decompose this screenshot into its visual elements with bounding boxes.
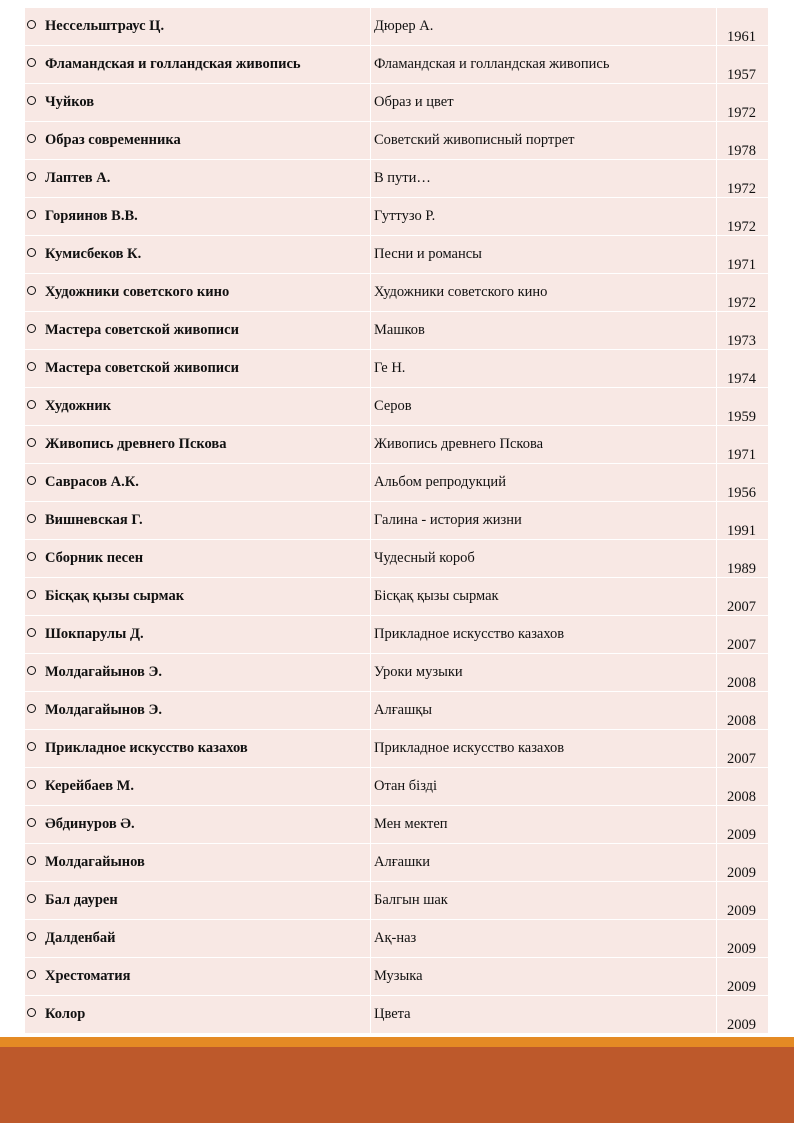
year-cell	[717, 350, 768, 387]
year-cell	[717, 540, 768, 577]
circle-bullet-icon	[27, 362, 36, 371]
year-cell	[717, 502, 768, 539]
circle-bullet-icon	[27, 476, 36, 485]
year-cell	[717, 806, 768, 843]
author-cell	[25, 160, 371, 197]
table-row	[25, 654, 768, 692]
title-text: Художники советского кино	[374, 284, 548, 300]
title-cell	[371, 920, 717, 957]
title-text: Серов	[374, 398, 412, 414]
circle-bullet-icon	[27, 20, 36, 29]
circle-bullet-icon	[27, 134, 36, 143]
title-cell	[371, 274, 717, 311]
title-text: Цвета	[374, 1006, 411, 1022]
table-row	[25, 84, 768, 122]
year-text: 1991	[727, 523, 756, 539]
author-text: Художник	[45, 398, 112, 414]
circle-bullet-icon	[27, 932, 36, 941]
table-row	[25, 350, 768, 388]
author-text: Кумисбеков К.	[45, 246, 142, 262]
table-row	[25, 920, 768, 958]
year-text: 2007	[727, 599, 756, 615]
title-cell	[371, 8, 717, 45]
title-cell	[371, 578, 717, 615]
year-cell	[717, 958, 768, 995]
table-row	[25, 236, 768, 274]
year-text: 1974	[727, 371, 756, 387]
year-cell	[717, 236, 768, 273]
title-text: Бісқақ қызы сырмак	[374, 588, 499, 604]
title-text: Прикладное искусство казахов	[374, 626, 565, 642]
table-row	[25, 882, 768, 920]
table-row	[25, 198, 768, 236]
author-text: Горяинов В.В.	[45, 208, 138, 224]
year-cell	[717, 160, 768, 197]
author-cell	[25, 312, 371, 349]
year-cell	[717, 616, 768, 653]
footer-accent-stripe	[0, 1037, 794, 1047]
author-text: Керейбаев М.	[45, 778, 134, 794]
author-cell	[25, 654, 371, 691]
author-text: Молдагайынов Э.	[45, 664, 162, 680]
author-text: Образ современника	[45, 132, 181, 148]
author-cell	[25, 578, 371, 615]
title-cell	[371, 464, 717, 501]
title-cell	[371, 692, 717, 729]
year-cell	[717, 312, 768, 349]
table-row	[25, 616, 768, 654]
circle-bullet-icon	[27, 704, 36, 713]
author-cell	[25, 84, 371, 121]
footer-band	[0, 1047, 794, 1123]
title-cell	[371, 996, 717, 1033]
title-cell	[371, 426, 717, 463]
title-text: Советский живописный портрет	[374, 132, 575, 148]
title-cell	[371, 958, 717, 995]
year-cell	[717, 654, 768, 691]
author-cell	[25, 692, 371, 729]
title-cell	[371, 198, 717, 235]
year-text: 1971	[727, 257, 756, 273]
title-text: Дюрер А.	[374, 18, 434, 34]
circle-bullet-icon	[27, 780, 36, 789]
title-text: Альбом репродукций	[374, 474, 506, 490]
title-text: Прикладное искусство казахов	[374, 740, 565, 756]
title-cell	[371, 160, 717, 197]
year-cell	[717, 8, 768, 45]
table-row	[25, 122, 768, 160]
circle-bullet-icon	[27, 96, 36, 105]
circle-bullet-icon	[27, 894, 36, 903]
author-text: Бал даурен	[45, 892, 118, 908]
author-text: Саврасов А.К.	[45, 474, 139, 490]
title-cell	[371, 806, 717, 843]
author-cell	[25, 502, 371, 539]
year-cell	[717, 46, 768, 83]
author-cell	[25, 996, 371, 1033]
table-row	[25, 540, 768, 578]
title-cell	[371, 768, 717, 805]
year-text: 2008	[727, 713, 756, 729]
author-text: Бісқақ қызы сырмак	[45, 588, 185, 604]
title-text: В пути…	[374, 170, 431, 186]
circle-bullet-icon	[27, 324, 36, 333]
title-cell	[371, 312, 717, 349]
title-text: Живопись древнего Пскова	[374, 436, 544, 452]
author-text: Молдагайынов	[45, 854, 145, 870]
author-cell	[25, 958, 371, 995]
year-text: 1972	[727, 219, 756, 235]
circle-bullet-icon	[27, 400, 36, 409]
author-text: Әбдинуров Ә.	[45, 816, 135, 832]
circle-bullet-icon	[27, 1008, 36, 1017]
author-cell	[25, 768, 371, 805]
table-row	[25, 426, 768, 464]
circle-bullet-icon	[27, 286, 36, 295]
circle-bullet-icon	[27, 970, 36, 979]
table-row	[25, 8, 768, 46]
year-cell	[717, 692, 768, 729]
title-cell	[371, 388, 717, 425]
author-cell	[25, 8, 371, 45]
author-cell	[25, 274, 371, 311]
book-table	[25, 8, 768, 1034]
year-text: 1978	[727, 143, 756, 159]
title-text: Уроки музыки	[374, 664, 463, 680]
table-row	[25, 692, 768, 730]
title-text: Ақ-наз	[374, 930, 417, 946]
table-row	[25, 160, 768, 198]
year-cell	[717, 844, 768, 881]
author-text: Далденбай	[45, 930, 116, 946]
table-row	[25, 730, 768, 768]
circle-bullet-icon	[27, 818, 36, 827]
circle-bullet-icon	[27, 172, 36, 181]
table-row	[25, 312, 768, 350]
author-text: Прикладное искусство казахов	[45, 740, 248, 756]
title-text: Балгын шак	[374, 892, 448, 908]
circle-bullet-icon	[27, 552, 36, 561]
title-cell	[371, 350, 717, 387]
author-text: Сборник песен	[45, 550, 144, 566]
title-cell	[371, 84, 717, 121]
year-text: 2009	[727, 1017, 756, 1033]
year-cell	[717, 84, 768, 121]
circle-bullet-icon	[27, 248, 36, 257]
year-text: 2009	[727, 979, 756, 995]
title-text: Алғашки	[374, 854, 431, 870]
title-text: Музыка	[374, 968, 423, 984]
year-cell	[717, 730, 768, 767]
year-text: 2008	[727, 675, 756, 691]
table-row	[25, 996, 768, 1034]
year-text: 2009	[727, 941, 756, 957]
year-cell	[717, 198, 768, 235]
table-row	[25, 46, 768, 84]
circle-bullet-icon	[27, 666, 36, 675]
year-text: 1956	[727, 485, 756, 501]
year-cell	[717, 274, 768, 311]
author-cell	[25, 844, 371, 881]
author-cell	[25, 350, 371, 387]
author-text: Живопись древнего Пскова	[45, 436, 227, 452]
author-cell	[25, 198, 371, 235]
title-text: Алғашқы	[374, 702, 433, 718]
title-text: Машков	[374, 322, 425, 338]
title-text: Песни и романсы	[374, 246, 482, 262]
table-row	[25, 502, 768, 540]
year-text: 1989	[727, 561, 756, 577]
author-text: Фламандская и голландская живопись	[45, 56, 301, 72]
title-text: Гуттузо Р.	[374, 208, 436, 224]
year-text: 2007	[727, 637, 756, 653]
author-cell	[25, 920, 371, 957]
title-text: Галина - история жизни	[374, 512, 522, 528]
author-cell	[25, 426, 371, 463]
author-text: Мастера советской живописи	[45, 322, 239, 338]
author-text: Молдагайынов Э.	[45, 702, 162, 718]
circle-bullet-icon	[27, 590, 36, 599]
year-cell	[717, 464, 768, 501]
title-text: Чудесный короб	[374, 550, 475, 566]
table-row	[25, 274, 768, 312]
author-cell	[25, 46, 371, 83]
title-text: Ге Н.	[374, 360, 406, 376]
title-cell	[371, 502, 717, 539]
year-cell	[717, 920, 768, 957]
author-text: Нессельштраус Ц.	[45, 18, 165, 34]
year-text: 1961	[727, 29, 756, 45]
year-text: 2009	[727, 865, 756, 881]
title-text: Фламандская и голландская живопись	[374, 56, 610, 72]
title-text: Отан бізді	[374, 778, 438, 794]
year-text: 2009	[727, 903, 756, 919]
title-text: Мен мектеп	[374, 816, 448, 832]
year-text: 2008	[727, 789, 756, 805]
circle-bullet-icon	[27, 514, 36, 523]
circle-bullet-icon	[27, 438, 36, 447]
author-cell	[25, 540, 371, 577]
year-cell	[717, 882, 768, 919]
table-row	[25, 464, 768, 502]
author-cell	[25, 236, 371, 273]
circle-bullet-icon	[27, 742, 36, 751]
author-cell	[25, 882, 371, 919]
title-cell	[371, 236, 717, 273]
author-cell	[25, 806, 371, 843]
year-cell	[717, 578, 768, 615]
title-cell	[371, 122, 717, 159]
year-cell	[717, 388, 768, 425]
year-text: 2007	[727, 751, 756, 767]
circle-bullet-icon	[27, 58, 36, 67]
year-text: 2009	[727, 827, 756, 843]
year-cell	[717, 426, 768, 463]
title-cell	[371, 844, 717, 881]
table-row	[25, 578, 768, 616]
title-cell	[371, 540, 717, 577]
title-cell	[371, 46, 717, 83]
author-text: Мастера советской живописи	[45, 360, 239, 376]
circle-bullet-icon	[27, 856, 36, 865]
table-row	[25, 768, 768, 806]
author-text: Хрестоматия	[45, 968, 131, 984]
author-text: Шокпарулы Д.	[45, 626, 144, 642]
year-text: 1959	[727, 409, 756, 425]
year-cell	[717, 122, 768, 159]
author-cell	[25, 388, 371, 425]
author-cell	[25, 464, 371, 501]
title-cell	[371, 730, 717, 767]
table-row	[25, 958, 768, 996]
circle-bullet-icon	[27, 210, 36, 219]
year-cell	[717, 768, 768, 805]
year-text: 1972	[727, 295, 756, 311]
year-text: 1957	[727, 67, 756, 83]
year-text: 1971	[727, 447, 756, 463]
year-text: 1972	[727, 181, 756, 197]
author-cell	[25, 616, 371, 653]
year-text: 1973	[727, 333, 756, 349]
title-text: Образ и цвет	[374, 94, 454, 110]
table-row	[25, 388, 768, 426]
year-text: 1972	[727, 105, 756, 121]
title-cell	[371, 882, 717, 919]
title-cell	[371, 616, 717, 653]
circle-bullet-icon	[27, 628, 36, 637]
author-text: Колор	[45, 1006, 86, 1022]
table-row	[25, 844, 768, 882]
year-cell	[717, 996, 768, 1033]
author-text: Художники советского кино	[45, 284, 230, 300]
author-cell	[25, 730, 371, 767]
author-cell	[25, 122, 371, 159]
author-text: Лаптев А.	[45, 170, 111, 186]
title-cell	[371, 654, 717, 691]
table-row	[25, 806, 768, 844]
author-text: Вишневская Г.	[45, 512, 143, 528]
author-text: Чуйков	[45, 94, 95, 110]
